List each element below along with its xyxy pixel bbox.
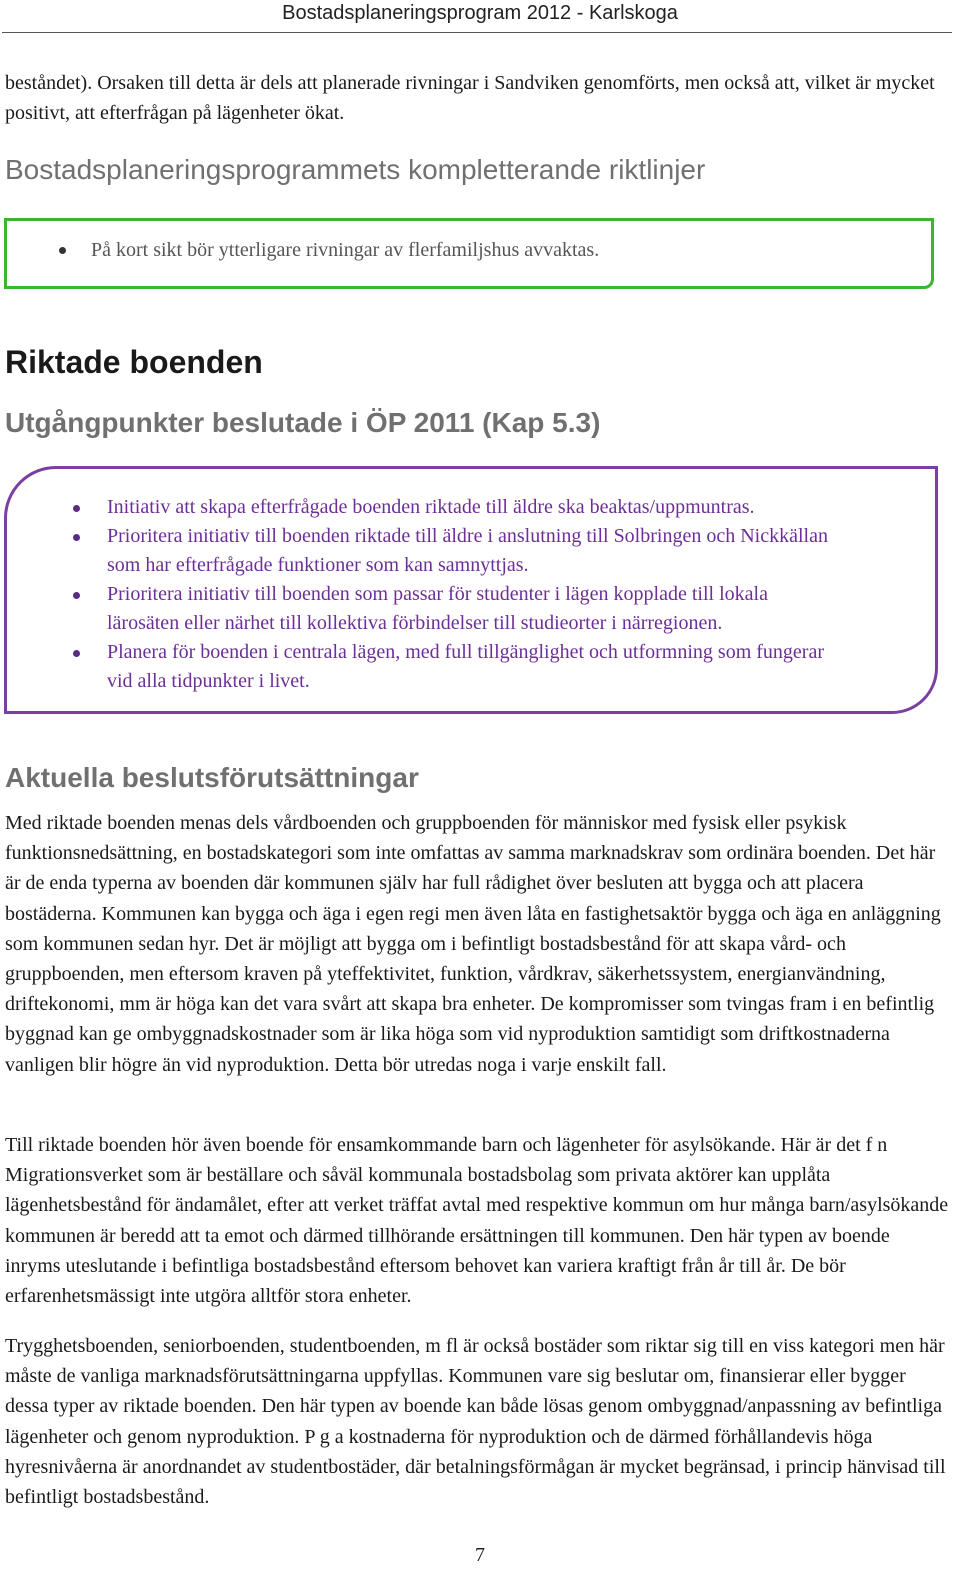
list-item <box>91 237 599 263</box>
page-number: 7 <box>475 1544 485 1566</box>
bullet-icon <box>73 534 80 541</box>
bullet-icon <box>59 247 66 254</box>
list-item <box>107 580 837 638</box>
list-item-text: Planera för boenden i centrala lägen, med full tillgänglighet och utformning som fungerar vid alla tidpunkter i livet. <box>107 641 824 692</box>
bullet-icon <box>73 505 80 512</box>
op-points-list <box>7 493 837 696</box>
list-item <box>107 522 837 580</box>
decision-heading: Aktuella beslutsförutsättningar <box>5 762 419 793</box>
guidelines-box <box>4 218 934 289</box>
op-points-box <box>4 466 938 714</box>
body-paragraph: Till riktade boenden hör även boende för ensamkommande barn och lägenheter för asylsökande. Här är det f n Migrationsverket som är beställare och såväl kommunala bostadsbolag som privata aktörer kan upplåta lägenhetsbestånd för ändamålet, efter att verket träffat avtal med respektive kommun om hur många barn/asylsökande kommunen är beredd att ta emot och därmed tillhörande ersättningen till kommunen. Den här typen av boende inryms uteslutande i befintliga bostadsbestånd eftersom behovet kan variera kraftigt från år till år. De bör erfarenhetsmässigt inte utgöra alltför stora enheter. <box>5 1134 949 1308</box>
running-header: Bostadsplaneringsprogram 2012 - Karlskoga <box>282 2 678 24</box>
bullet-icon <box>73 592 80 599</box>
guidelines-heading: Bostadsplaneringsprogrammets kompletterande riktlinjer <box>5 154 706 185</box>
list-item <box>107 493 837 522</box>
intro-paragraph: beståndet). Orsaken till detta är dels att planerade rivningar i Sandviken genomförts, men också att, vilket är mycket positivt, att efterfrågan på lägenheter ökat. <box>5 72 935 125</box>
list-item-text: Initiativ att skapa efterfrågade boenden riktade till äldre ska beaktas/uppmuntras. <box>107 496 755 518</box>
body-paragraph: Med riktade boenden menas dels vårdboenden och gruppboenden för människor med fysisk eller psykisk funktionsnedsättning, en bostadskategori som inte omfattas av samma marknadskrav som ordinära boenden. Det här är de enda typerna av boenden där kommunen själv har full rådighet över besluten att bygga och att placera bostäderna. Kommunen kan bygga och äga i egen regi men även låta en fastighetsaktör bygga och äga en anläggning som kommunen sedan hyr. Det är möjligt att bygga om i befintligt bostadsbestånd för att skapa vård- och gruppboenden, men eftersom kraven på yteffektivitet, funktion, vårdkrav, säkerhetssystem, energianvändning, driftekonomi, mm är höga kan det vara svårt att skapa bra enheter. De kompromisser som tvingas fram i en befintlig byggnad kan ge ombyggnadskostnader som är lika höga som vid nyproduktion samtidigt som driftkostnaderna vanligen blir högre än vid nyproduktion. Detta bör utredas noga i varje enskilt fall. <box>5 812 941 1076</box>
section-subheading: Utgångpunkter beslutade i ÖP 2011 (Kap 5.3) <box>5 407 601 438</box>
list-item-text: På kort sikt bör ytterligare rivningar av flerfamiljshus avvaktas. <box>91 239 600 261</box>
list-item-text: Prioritera initiativ till boenden som passar för studenter i lägen kopplade till lokala lärosäten eller närhet till kollektiva förbindelser till studieorter i närregionen. <box>107 583 768 634</box>
list-item-text: Prioritera initiativ till boenden riktade till äldre i anslutning till Solbringen och Nickkällan som har efterfrågade funktioner som kan samnyttjas. <box>107 525 828 576</box>
header-divider <box>2 32 952 33</box>
body-paragraph: Trygghetsboenden, seniorboenden, studentboenden, m fl är också bostäder som riktar sig till en viss kategori men här måste de vanliga marknadsförutsättningarna uppfyllas. Kommunen vare sig beslutar om, finansierar eller bygger dessa typer av riktade boenden. Den här typen av boende kan både lösas genom ombyggnad/anpassning av befintliga lägenheter och genom nyproduktion. P g a kostnaderna för nyproduktion och de därmed förhållandevis höga hyresnivåerna är anordnandet av studentbostäder, där betalningsförmågan är mycket begränsad, i princip hänvisad till befintligt bostadsbestånd. <box>5 1335 946 1509</box>
list-item <box>107 638 837 696</box>
page-title: Riktade boenden <box>5 344 263 380</box>
bullet-icon <box>73 650 80 657</box>
